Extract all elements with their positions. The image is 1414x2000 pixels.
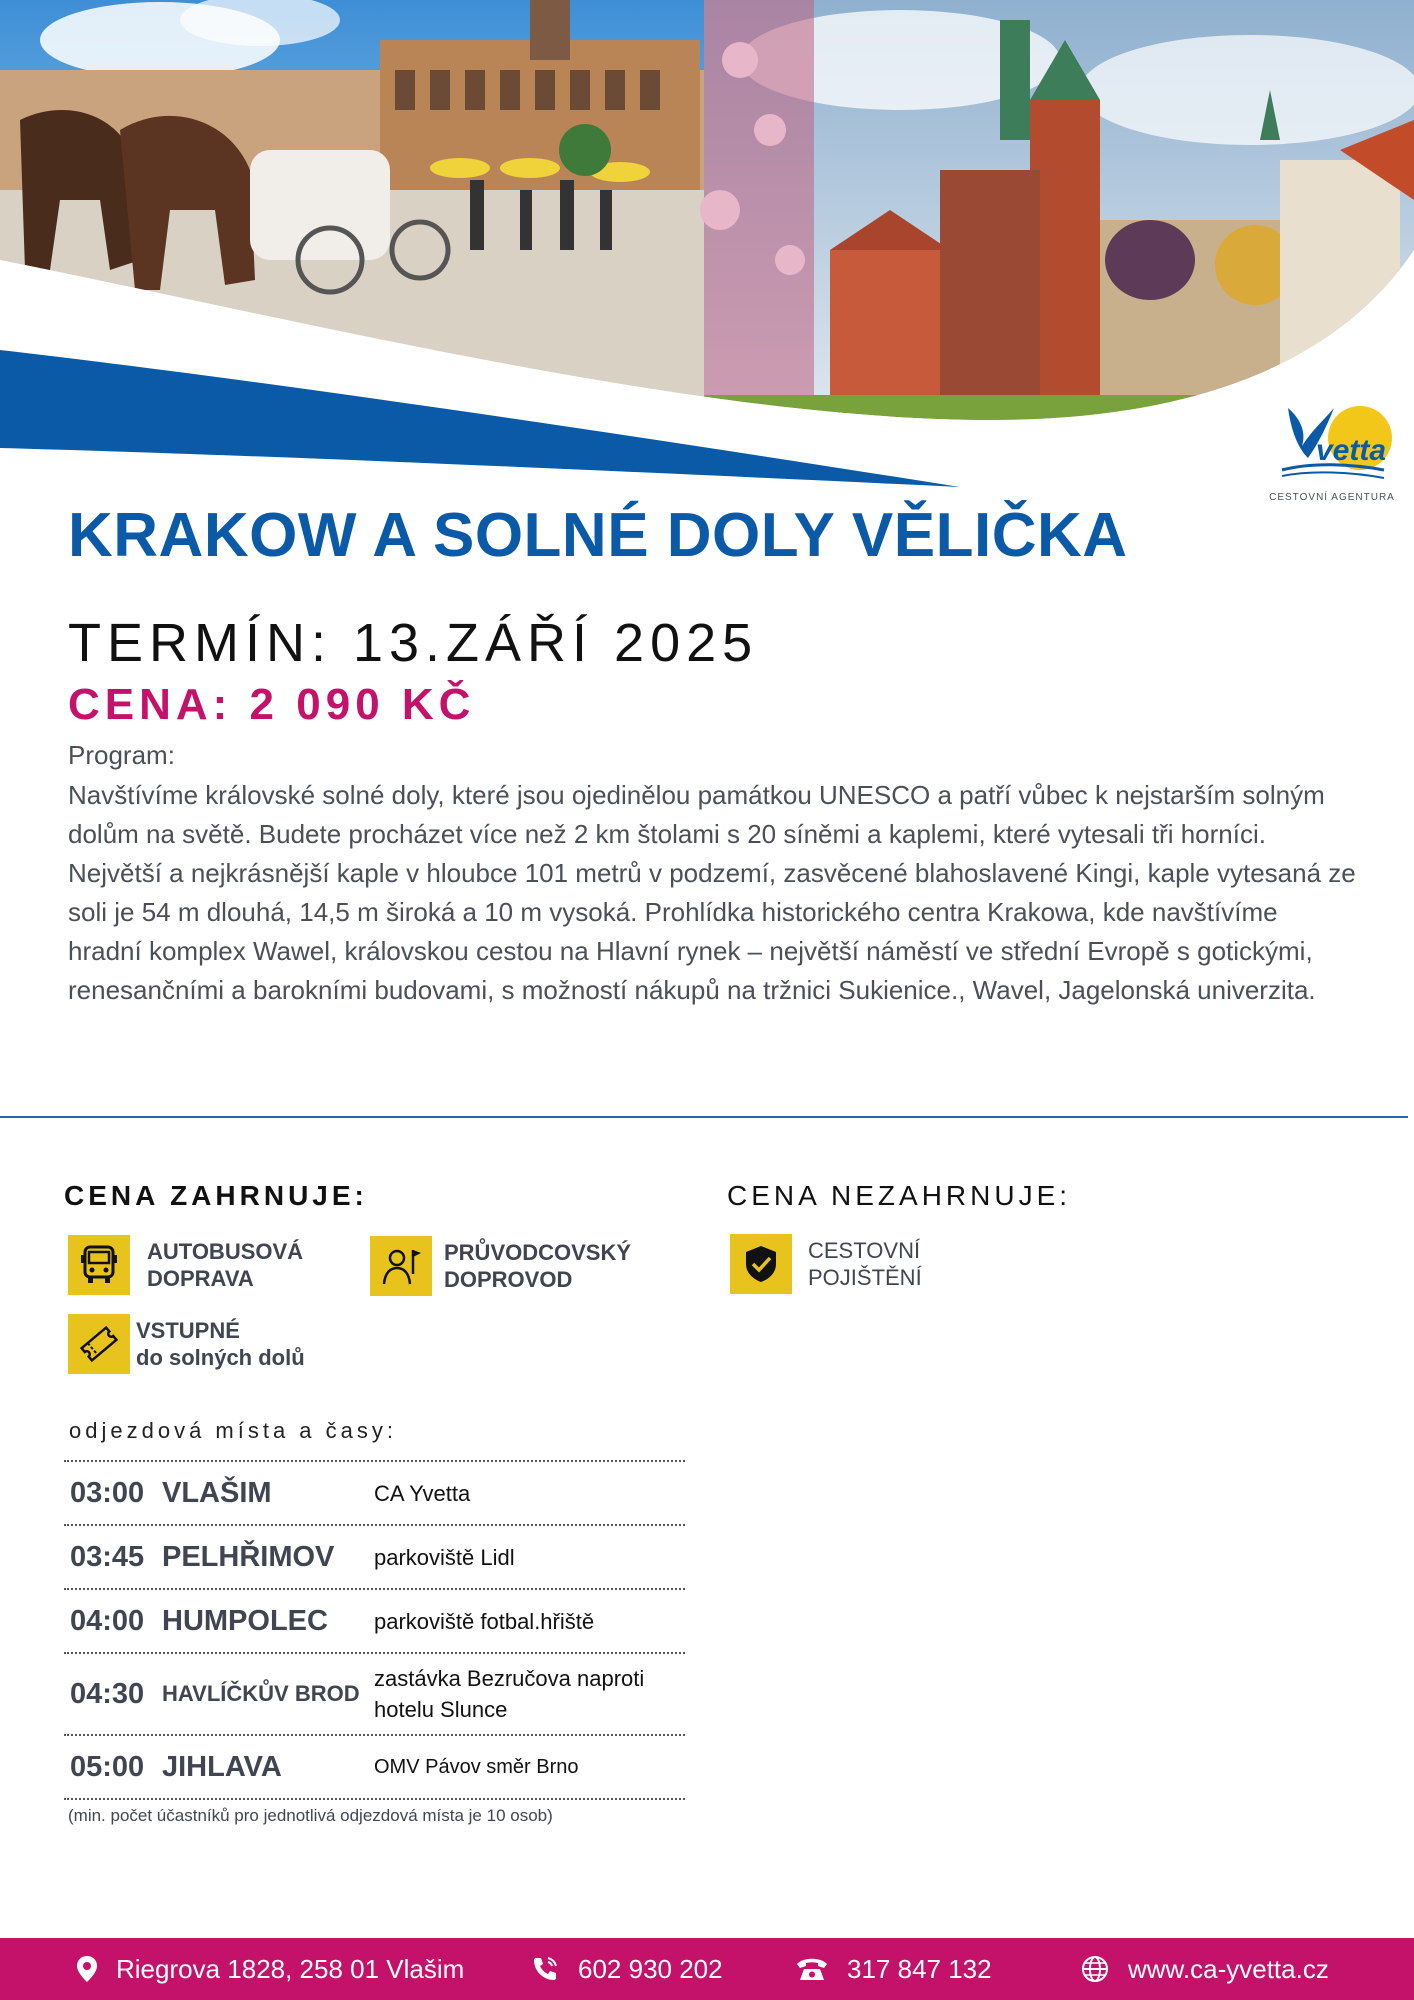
departures-note: (min. počet účastníků pro jednotlivá odjezdová místa je 10 osob) (68, 1806, 553, 1825)
table-row (64, 1588, 685, 1652)
ticket-icon (68, 1314, 130, 1374)
trip-date: TERMÍN: 13.ZÁŘÍ 2025 (68, 613, 759, 673)
departure-city: JIHLAVA (162, 1750, 282, 1783)
trip-price: CENA: 2 090 KČ (68, 680, 476, 729)
logo-tagline: CESTOVNÍ AGENTURA (1269, 492, 1395, 503)
departure-time: 04:00 (70, 1604, 145, 1637)
program-text: Navštívíme královské solné doly, které jsou ojedinělou památkou UNESCO a patří vůbec k nejstarším solným dolům na světě. Budete procházet více než 2 km štolami s 20 síněmi a kaplemi, které vytesali tři horníci. Největší a nejkrásnější kaple v hloubce 101 metrů v podzemí, zasvěcené blahoslavené Kingi, kaple vytesaná ze soli je 54 m dlouhá, 14,5 m široká a 10 m vysoká. Prohlídka historického centra Krakowa, kde navštívíme hradní komplex Wawel, královskou cestou na Hlavní rynek – největší náměstí ve střední Evropě s gotickými, renesančními a barokními budovami, s možností nákupů na tržnici Sukienice., Wavel, Jagelonská univerzita. (68, 780, 1356, 1005)
table-row (64, 1524, 685, 1588)
includes-heading: CENA ZAHRNUJE: (64, 1180, 368, 1211)
footer-phone[interactable] (795, 1938, 992, 2000)
phone-ring-icon (530, 1954, 560, 1984)
bus-icon (68, 1235, 130, 1295)
location-pin-icon (76, 1955, 98, 1983)
departures-table (64, 1460, 685, 1800)
logo-mark-icon (1272, 400, 1392, 490)
departure-city: HUMPOLEC (162, 1604, 328, 1637)
departure-time: 04:30 (70, 1677, 145, 1710)
logo-wordmark: vetta (1316, 434, 1387, 467)
exclude-insurance-line1: CESTOVNÍ (808, 1238, 921, 1263)
excludes-heading: CENA NEZAHRNUJE: (727, 1180, 1072, 1211)
globe-icon (1080, 1954, 1110, 1984)
departure-city: VLAŠIM (162, 1476, 272, 1509)
departure-city: PELHŘIMOV (162, 1540, 335, 1573)
hero-image (0, 0, 1414, 500)
departure-time: 05:00 (70, 1750, 145, 1783)
table-row (64, 1652, 685, 1734)
table-row (64, 1734, 685, 1800)
footer-web-text: www.ca-yvetta.cz (1128, 1953, 1329, 1984)
include-item-ticket (68, 1314, 305, 1374)
include-guide-line2: DOPROVOD (444, 1267, 573, 1292)
departure-time: 03:45 (70, 1540, 145, 1573)
footer-phone-text: 317 847 132 (847, 1953, 992, 1984)
departures-heading: odjezdová místa a časy: (69, 1418, 398, 1443)
include-ticket-line2: do solných dolů (136, 1345, 305, 1370)
departure-place: zastávka Bezručova naproti hotelu Slunce (374, 1666, 645, 1722)
departure-place: parkoviště fotbal.hřiště (374, 1608, 595, 1634)
include-bus-line2: DOPRAVA (147, 1266, 254, 1291)
footer-address-text: Riegrova 1828, 258 01 Vlašim (116, 1953, 465, 1984)
include-item-guide (370, 1236, 631, 1296)
shield-icon (730, 1234, 792, 1294)
departure-place: parkoviště Lidl (374, 1544, 515, 1570)
footer-address (76, 1938, 464, 2000)
table-row (64, 1460, 685, 1524)
footer-mobile-text: 602 930 202 (578, 1953, 723, 1984)
departure-place: OMV Pávov směr Brno (374, 1755, 579, 1778)
departure-city: HAVLÍČKŮV BROD (162, 1681, 360, 1706)
include-ticket-line1: VSTUPNÉ (136, 1318, 240, 1343)
include-item-bus (68, 1235, 303, 1295)
hero-photo-collage (0, 0, 1414, 500)
footer-bar (0, 1938, 1414, 2000)
exclude-insurance-line2: POJIŠTĚNÍ (808, 1265, 922, 1290)
departure-time: 03:00 (70, 1476, 145, 1509)
guide-icon (370, 1236, 432, 1296)
departure-place: CA Yvetta (374, 1480, 471, 1506)
include-guide-line1: PRŮVODCOVSKÝ (444, 1240, 632, 1265)
section-divider (0, 1116, 1408, 1118)
telephone-icon (795, 1956, 829, 1982)
footer-mobile[interactable] (530, 1938, 723, 2000)
program-label: Program: (68, 740, 175, 770)
footer-web[interactable] (1080, 1938, 1329, 2000)
trip-title: KRAKOW A SOLNÉ DOLY VĚLIČKA (68, 501, 1128, 570)
exclude-item-insurance (730, 1234, 922, 1294)
include-bus-line1: AUTOBUSOVÁ (147, 1239, 304, 1264)
